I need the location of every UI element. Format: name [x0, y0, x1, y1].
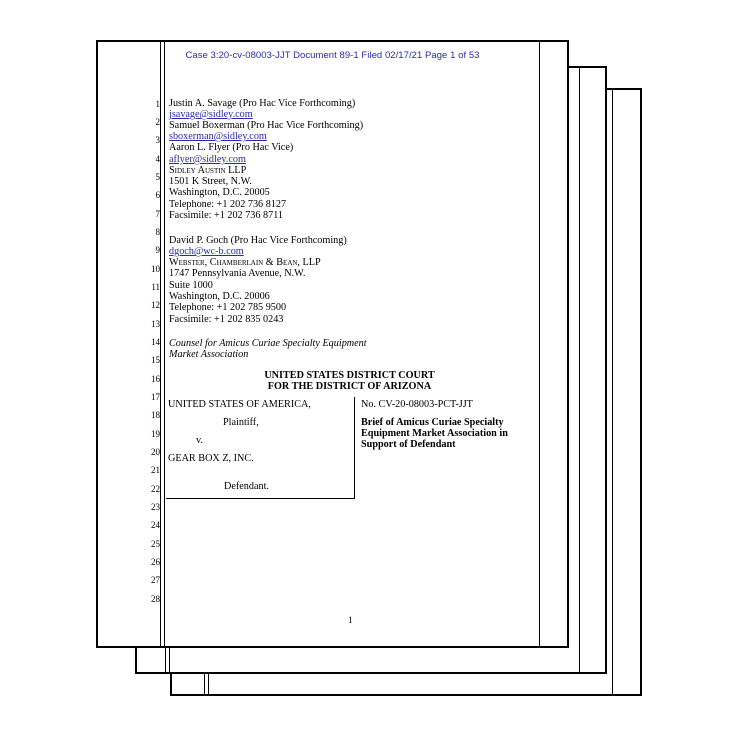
line-number: 13	[151, 319, 160, 329]
firm-name: Sidley Austin LLP	[169, 165, 247, 176]
line-number: 14	[151, 337, 160, 347]
firm-telephone: Telephone: +1 202 736 8127	[169, 199, 287, 210]
firm-telephone: Telephone: +1 202 785 9500	[169, 302, 287, 313]
line-number: 2	[155, 117, 160, 127]
line-number: 21	[151, 465, 160, 475]
line-number: 22	[151, 484, 160, 494]
line-number: 5	[155, 172, 160, 182]
line-number: 27	[151, 575, 160, 585]
attorney-email-link[interactable]: aflyer@sidley.com	[169, 154, 246, 165]
attorney-name: Justin A. Savage (Pro Hac Vice Forthcoming)	[169, 98, 356, 109]
document-title: Support of Defendant	[361, 439, 456, 450]
attorney-email-link[interactable]: dgoch@wc-b.com	[169, 246, 244, 257]
line-number: 17	[151, 392, 160, 402]
firm-address: Washington, D.C. 20006	[169, 291, 270, 302]
court-title: UNITED STATES DISTRICT COURT	[264, 370, 435, 381]
firm-address: Suite 1000	[169, 280, 213, 291]
attorney-name: Samuel Boxerman (Pro Hac Vice Forthcoming)	[169, 120, 364, 131]
line-number: 3	[155, 135, 160, 145]
line-number: 9	[155, 245, 160, 255]
right-margin-rule	[612, 90, 613, 694]
line-number: 26	[151, 557, 160, 567]
document-title: Brief of Amicus Curiae Specialty	[361, 417, 504, 428]
court-district: FOR THE DISTRICT OF ARIZONA	[267, 381, 432, 392]
line-number: 25	[151, 539, 160, 549]
document-page	[96, 40, 569, 648]
firm-name: Webster, Chamberlain & Bean, LLP	[169, 257, 321, 268]
line-number: 28	[151, 594, 160, 604]
line-number: 10	[151, 264, 160, 274]
counsel-designation: Market Association	[169, 349, 249, 360]
line-number: 15	[151, 355, 160, 365]
firm-address: Washington, D.C. 20005	[169, 187, 270, 198]
left-margin-rule	[160, 42, 165, 646]
defendant-name: GEAR BOX Z, INC.	[168, 453, 254, 464]
line-number: 12	[151, 300, 160, 310]
firm-facsimile: Facsimile: +1 202 736 8711	[169, 210, 284, 221]
line-number: 8	[155, 227, 160, 237]
firm-address: 1747 Pennsylvania Avenue, N.W.	[169, 268, 306, 279]
plaintiff-label: Plaintiff,	[223, 417, 259, 428]
case-number: No. CV-20-08003-PCT-JJT	[361, 399, 473, 410]
versus: v.	[196, 435, 203, 446]
line-number: 11	[151, 282, 160, 292]
attorney-name: Aaron L. Flyer (Pro Hac Vice)	[169, 142, 294, 153]
right-margin-rule	[579, 68, 580, 672]
line-number: 20	[151, 447, 160, 457]
line-number: 16	[151, 374, 160, 384]
attorney-email-link[interactable]: jsavage@sidley.com	[169, 109, 253, 120]
right-margin-rule	[539, 42, 540, 646]
line-number: 19	[151, 429, 160, 439]
line-number: 24	[151, 520, 160, 530]
line-number: 6	[155, 190, 160, 200]
firm-address: 1501 K Street, N.W.	[169, 176, 252, 187]
defendant-label: Defendant.	[224, 481, 269, 492]
page-number: 1	[348, 616, 353, 626]
document-title: Equipment Market Association in	[361, 428, 508, 439]
line-number: 23	[151, 502, 160, 512]
attorney-email-link[interactable]: sboxerman@sidley.com	[169, 131, 267, 142]
line-number: 18	[151, 410, 160, 420]
plaintiff-name: UNITED STATES OF AMERICA,	[168, 399, 311, 410]
line-number: 7	[155, 209, 160, 219]
case-header: Case 3:20-cv-08003-JJT Document 89-1 Filed 02/17/21 Page 1 of 53	[185, 50, 480, 61]
counsel-designation: Counsel for Amicus Curiae Specialty Equipment	[169, 338, 367, 349]
line-number: 1	[155, 99, 160, 109]
attorney-name: David P. Goch (Pro Hac Vice Forthcoming)	[169, 235, 347, 246]
line-number: 4	[155, 154, 160, 164]
firm-facsimile: Facsimile: +1 202 835 0243	[169, 314, 284, 325]
